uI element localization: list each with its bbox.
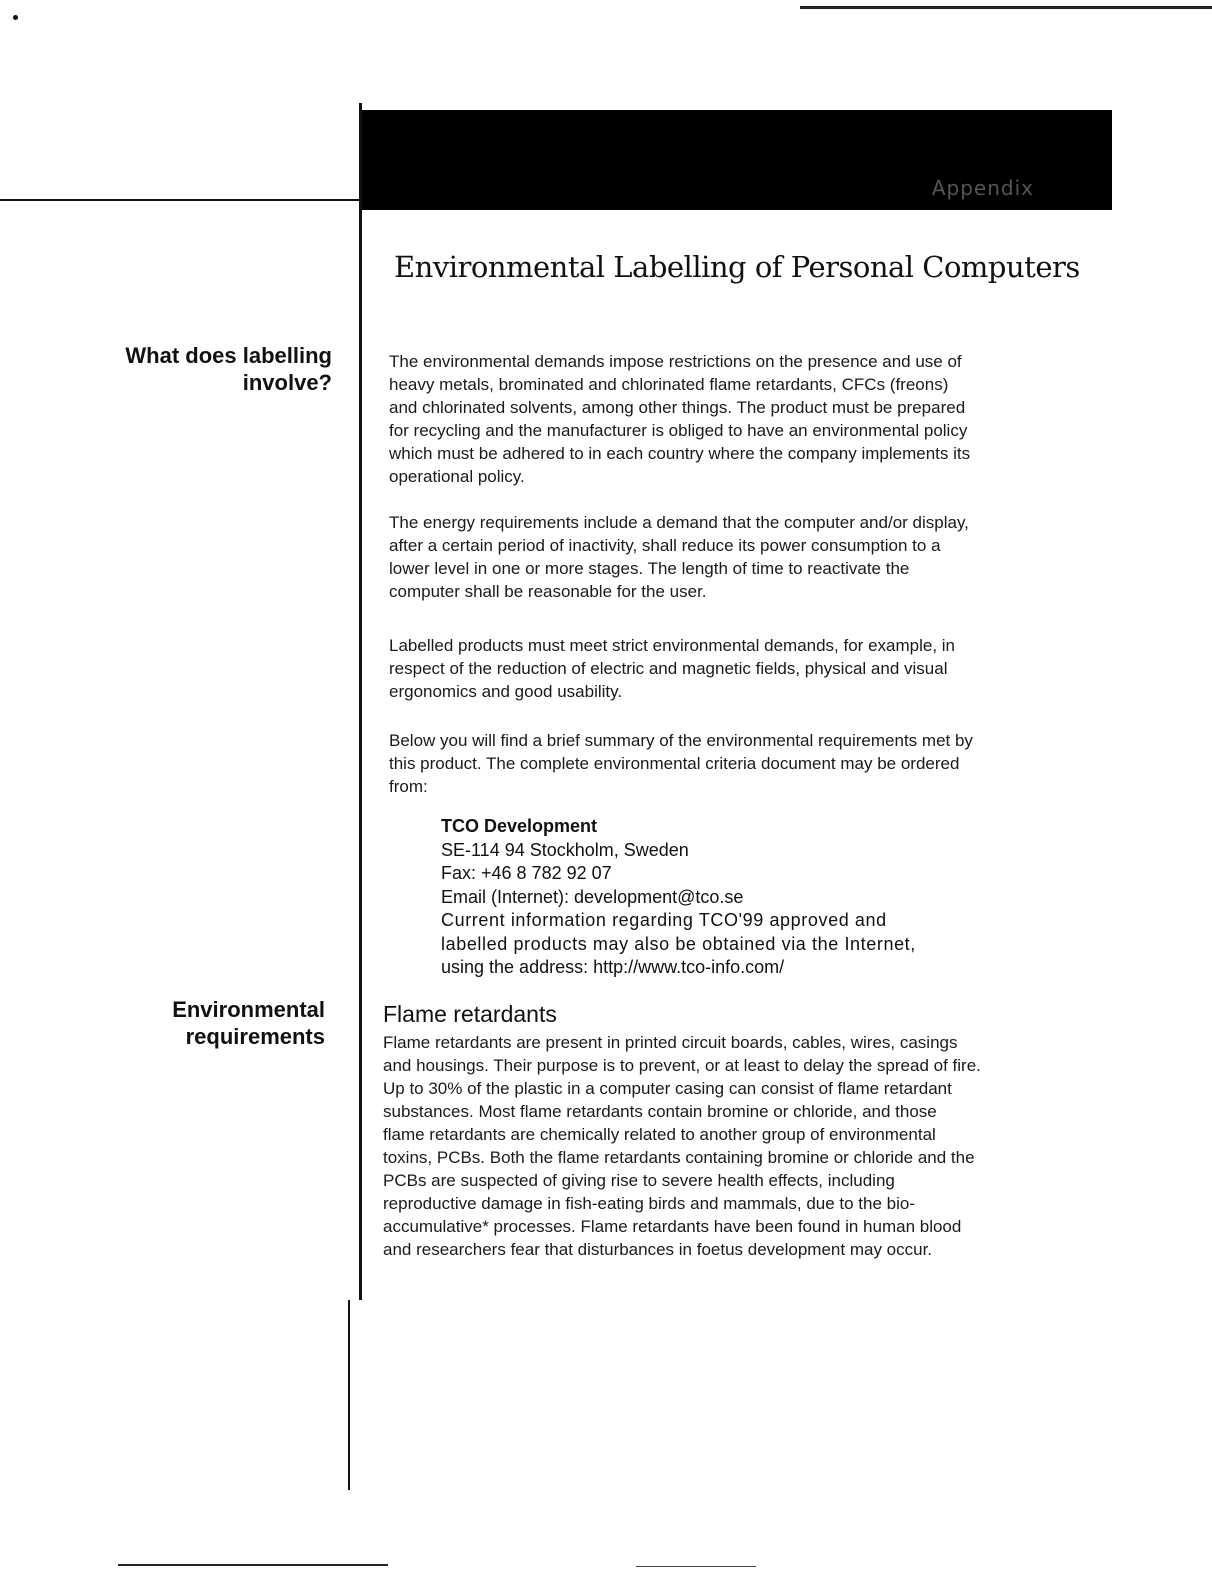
side-heading-environmental: [60, 996, 325, 1050]
paragraph-energy-requirements: The energy requirements include a demand that the computer and/or display, after a certain period of inactivity, shall reduce its power consumption to a lower level in one or more stages. The length of time to reactivate the computer shall be reasonable for the user.: [389, 513, 969, 601]
contact-note-line: Current information regarding TCO'99 approved and: [441, 910, 887, 930]
paragraph-summary-intro: Below you will find a brief summary of the environmental requirements met by this product. The complete environmental criteria document may be ordered from:: [389, 731, 973, 796]
contact-fax: Fax: +46 8 782 92 07: [441, 863, 612, 883]
subheading-flame-retardants: Flame retardants: [383, 1001, 557, 1027]
appendix-label: Appendix: [931, 176, 1034, 200]
appendix-header-bar: [362, 110, 1112, 210]
contact-note-line: using the address: http://www.tco-info.com/: [441, 957, 785, 977]
vertical-divider: [359, 103, 362, 1300]
paragraph-flame-retardants: Flame retardants are present in printed circuit boards, cables, wires, casings and housings. Their purpose is to prevent, or at least to delay the spread of fire. Up to 30% of the plastic in a computer casing can consist of flame retardant substances. Most flame retardants contain bromine or chloride, and those flame retardants are chemically related to another group of environmental toxins, PCBs. Both the flame retardants containing bromine or chloride and the PCBs are suspected of giving rise to severe health effects, including reproductive damage in fish-eating birds and mammals, due to the bio-accumulative* processes. Flame retardants have been found in human blood and researchers fear that disturbances in foetus development may occur.: [383, 1033, 981, 1259]
page-title: Environmental Labelling of Personal Computers: [394, 250, 1080, 284]
vertical-divider-lower: [348, 1300, 350, 1490]
paragraph-labelled-products: Labelled products must meet strict environmental demands, for example, in respect of the reduction of electric and magnetic fields, physical and visual ergonomics and good usability.: [389, 636, 955, 701]
bottom-left-rule: [118, 1564, 388, 1566]
side-heading-line: Environmental: [172, 997, 325, 1022]
side-heading-labelling: What does labelling involve?: [125, 343, 332, 395]
left-horizontal-rule: [0, 199, 362, 201]
contact-address: SE-114 94 Stockholm, Sweden: [441, 839, 689, 860]
contact-note-line: labelled products may also be obtained via the Internet,: [441, 933, 916, 954]
contact-org: TCO Development: [441, 816, 598, 836]
bottom-mid-rule: [636, 1566, 756, 1567]
top-right-rule: [800, 6, 1212, 9]
scan-speck: [13, 15, 18, 20]
side-heading-line: requirements: [185, 1024, 325, 1049]
paragraph-environmental-demands: The environmental demands impose restrictions on the presence and use of heavy metals, brominated and chlorinated flame retardants, CFCs (freons) and chlorinated solvents, among other things. The product must be prepared for recycling and the manufacturer is obliged to have an environmental policy which must be adhered to in each country where the company implements its operational policy.: [389, 352, 971, 486]
contact-block: [441, 815, 1001, 980]
contact-email: Email (Internet): development@tco.se: [441, 886, 744, 907]
